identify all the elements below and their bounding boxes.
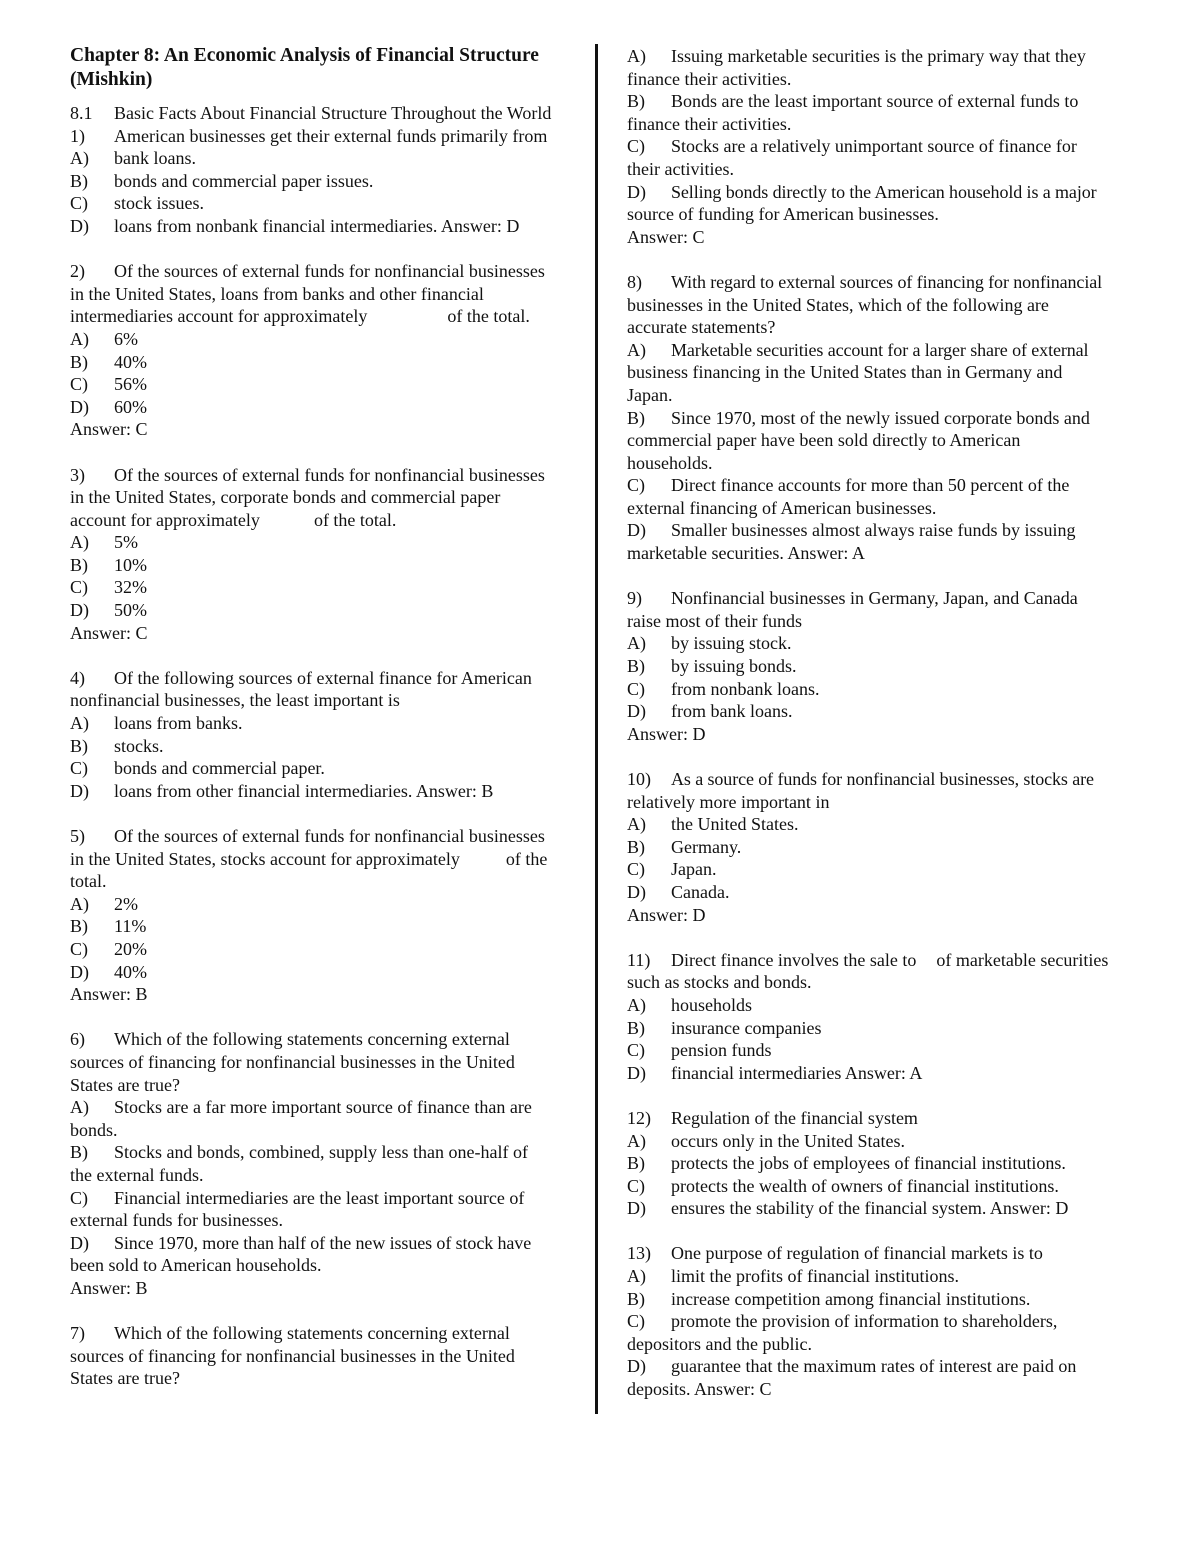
question-number: 1) bbox=[70, 125, 85, 146]
answer: Answer: C bbox=[70, 622, 148, 643]
question-stem: Of the sources of external funds for nonfinancial businesses bbox=[114, 826, 545, 846]
option-d: D) 50% bbox=[70, 600, 147, 621]
section-number: 8.1 bbox=[70, 103, 93, 123]
option-a: A) occurs only in the United States. bbox=[627, 1130, 905, 1151]
option-b: B) increase competition among financial institutions. bbox=[627, 1288, 1031, 1309]
question-number: 9) bbox=[627, 588, 642, 609]
question-5: 5) Of the sources of external funds for nonfinancial businesses in the United States, stocks account for approximately of the total. A) 2% B) 11% C) 20% D) 40% Answer: B bbox=[70, 825, 592, 1006]
option-b: B) 40% bbox=[70, 351, 147, 372]
question-9: 9) Nonfinancial businesses in Germany, Japan, and Canada raise most of their funds A) by issuing stock. B) by issuing bonds. C) from nonbank loans. D) from bank loans. Answer: D bbox=[627, 587, 1157, 745]
option-d: D) Smaller businesses almost always raise funds by issuing bbox=[627, 520, 1076, 541]
question-number: 7) bbox=[70, 1323, 85, 1344]
option-d: D) Since 1970, more than half of the new issues of stock have bbox=[70, 1232, 532, 1253]
question-number: 4) bbox=[70, 667, 85, 688]
question-number: 5) bbox=[70, 826, 85, 846]
question-11: 11) Direct finance involves the sale to of marketable securities such as stocks and bonds. A) households B) insurance companies C) pension funds D) financial intermediaries Answer: A bbox=[627, 949, 1157, 1085]
option-a: A) limit the profits of financial institutions. bbox=[627, 1266, 959, 1287]
option-c: C) from nonbank loans. bbox=[627, 678, 820, 699]
option-c: C) 20% bbox=[70, 938, 147, 959]
option-c: C) Direct finance accounts for more than 50 percent of the bbox=[627, 475, 1070, 496]
section-heading bbox=[70, 102, 592, 125]
option-d: D) loans from other financial intermediaries. Answer: B bbox=[70, 780, 494, 801]
question-number: 2) bbox=[70, 261, 85, 282]
question-stem: Which of the following statements concerning external bbox=[114, 1029, 510, 1050]
option-d: D) loans from nonbank financial intermediaries. Answer: D bbox=[70, 215, 520, 236]
option-a: A) 2% bbox=[70, 893, 138, 914]
question-number: 10) bbox=[627, 769, 651, 789]
option-a: A) loans from banks. bbox=[70, 713, 243, 734]
question-6: 6) Which of the following statements concerning external sources of financing for nonfinancial businesses in the United States are true? A) Stocks are a far more important source of finance than are bonds. B) Stocks and bonds, combined, supply less than one-half of the external funds. C) Financial intermediaries are the least important source of external funds for businesses. D) Since 1970, more than half of the new issues of stock have been sold to American households. Answer: B bbox=[70, 1028, 592, 1299]
option-b: B) insurance companies bbox=[627, 1017, 822, 1038]
option-d: D) Selling bonds directly to the American household is a major bbox=[627, 181, 1097, 202]
question-12 bbox=[627, 1107, 1157, 1220]
question-stem: Of the sources of external funds for nonfinancial businesses bbox=[114, 464, 545, 485]
option-d: D) guarantee that the maximum rates of interest are paid on bbox=[627, 1356, 1077, 1377]
option-a: A) Issuing marketable securities is the primary way that they bbox=[627, 46, 1086, 66]
option-a: A) 6% bbox=[70, 328, 138, 349]
option-b: B) protects the jobs of employees of financial institutions. bbox=[627, 1153, 1066, 1174]
option-a: A) bank loans. bbox=[70, 148, 196, 169]
option-a: A) by issuing stock. bbox=[627, 633, 792, 654]
question-10: 10) As a source of funds for nonfinancial businesses, stocks are relatively more important in A) the United States. B) Germany. C) Japan. D) Canada. Answer: D bbox=[627, 768, 1157, 926]
question-stem: Direct finance involves the sale to bbox=[671, 949, 917, 970]
chapter-title-line1: Chapter 8: An Economic Analysis of Financial Structure bbox=[70, 45, 539, 66]
option-d: D) financial intermediaries Answer: A bbox=[627, 1062, 923, 1083]
answer: Answer: B bbox=[70, 1277, 148, 1298]
question-number: 6) bbox=[70, 1029, 85, 1050]
option-c: C) 32% bbox=[70, 577, 147, 598]
question-4: 4) Of the following sources of external finance for American nonfinancial businesses, the least important is A) loans from banks. B) stocks. C) bonds and commercial paper. D) loans from other financial intermediaries. Answer: B bbox=[70, 667, 592, 803]
right-column bbox=[627, 45, 1157, 1423]
option-d: D) 60% bbox=[70, 396, 147, 417]
option-b: B) Germany. bbox=[627, 836, 742, 857]
left-column bbox=[70, 44, 592, 1412]
answer: Answer: C bbox=[70, 419, 148, 440]
option-c: C) protects the wealth of owners of financial institutions. bbox=[627, 1175, 1059, 1196]
option-a: A) 5% bbox=[70, 532, 138, 553]
option-b: B) Stocks and bonds, combined, supply less than one-half of bbox=[70, 1142, 528, 1163]
answer: Answer: C bbox=[627, 226, 705, 247]
question-2: 2) Of the sources of external funds for nonfinancial businesses in the United States, loans from banks and other financial intermediaries account for approximately of the total. A) 6% B) 40% C) 56% D) 60% Answer: C bbox=[70, 260, 592, 441]
answer: Answer: B bbox=[70, 984, 148, 1005]
option-c: C) Japan. bbox=[627, 859, 717, 880]
question-stem: Nonfinancial businesses in Germany, Japan, and Canada bbox=[671, 588, 1078, 609]
question-stem: Which of the following statements concerning external bbox=[114, 1323, 510, 1344]
question-13: 13) One purpose of regulation of financial markets is to A) limit the profits of financial institutions. B) increase competition among financial institutions. C) promote the provision of information to shareholders, depositors and the public. D) guarantee that the maximum rates of interest are paid on deposits. Answer: C bbox=[627, 1242, 1157, 1400]
question-stem: One purpose of regulation of financial markets is to bbox=[671, 1243, 1043, 1264]
answer: Answer: D bbox=[627, 904, 706, 925]
section-title: Basic Facts About Financial Structure Throughout the World bbox=[114, 103, 552, 123]
answer: Answer: D bbox=[627, 723, 706, 744]
question-7-options: A) Issuing marketable securities is the primary way that they finance their activities. B) Bonds are the least important source of external funds to finance their activities. C) Stocks are a relatively unimportant source of finance for their activities. D) Selling bonds directly to the American household is a major source of funding for American businesses. Answer: C bbox=[627, 45, 1157, 248]
chapter-title-line2: (Mishkin) bbox=[70, 69, 153, 90]
option-c: C) Financial intermediaries are the least important source of bbox=[70, 1187, 525, 1208]
option-c: C) 56% bbox=[70, 374, 147, 395]
option-d: D) Canada. bbox=[627, 881, 730, 902]
question-number: 11) bbox=[627, 949, 651, 970]
option-c: C) promote the provision of information to shareholders, bbox=[627, 1311, 1058, 1332]
question-number: 3) bbox=[70, 464, 85, 485]
option-b: B) stocks. bbox=[70, 735, 164, 756]
option-a: A) Stocks are a far more important source of finance than are bbox=[70, 1097, 532, 1118]
question-stem: American businesses get their external funds primarily from bbox=[114, 125, 548, 146]
question-stem: Of the sources of external funds for nonfinancial businesses bbox=[114, 261, 545, 282]
option-b: B) Since 1970, most of the newly issued corporate bonds and bbox=[627, 407, 1090, 428]
question-stem: Of the following sources of external finance for American bbox=[114, 667, 532, 688]
option-b: B) 10% bbox=[70, 554, 147, 575]
question-stem: With regard to external sources of financing for nonfinancial bbox=[671, 271, 1103, 292]
question-stem: As a source of funds for nonfinancial businesses, stocks are bbox=[671, 769, 1094, 789]
option-a: A) the United States. bbox=[627, 814, 799, 835]
option-c: C) Stocks are a relatively unimportant source of finance for bbox=[627, 136, 1077, 157]
option-b: B) by issuing bonds. bbox=[627, 656, 797, 677]
option-a: A) households bbox=[627, 994, 752, 1015]
column-divider bbox=[595, 44, 598, 1414]
question-3: 3) Of the sources of external funds for nonfinancial businesses in the United States, corporate bonds and commercial paper account for approximately of the total. A) 5% B) 10% C) 32% D) 50% Answer: C bbox=[70, 464, 592, 645]
question-number: 13) bbox=[627, 1243, 651, 1264]
option-c: C) pension funds bbox=[627, 1040, 772, 1061]
option-a: A) Marketable securities account for a larger share of external bbox=[627, 339, 1089, 360]
option-c: C) stock issues. bbox=[70, 193, 204, 214]
option-b: B) Bonds are the least important source of external funds to bbox=[627, 91, 1079, 112]
question-1 bbox=[70, 125, 592, 238]
option-b: B) bonds and commercial paper issues. bbox=[70, 170, 374, 191]
option-d: D) ensures the stability of the financial system. Answer: D bbox=[627, 1198, 1069, 1219]
question-number: 8) bbox=[627, 271, 642, 292]
question-number: 12) bbox=[627, 1107, 651, 1128]
question-7-stem: 7) Which of the following statements concerning external sources of financing for nonfinancial businesses in the United States are true? bbox=[70, 1323, 515, 1389]
question-8: 8) With regard to external sources of financing for nonfinancial businesses in the United States, which of the following are accurate statements? A) Marketable securities account for a larger share of external business financing in the United States than in Germany and Japan. B) Since 1970, most of the newly issued corporate bonds and commercial paper have been sold directly to American households. C) Direct finance accounts for more than 50 percent of the external financing of American businesses. D) Smaller businesses almost always raise funds by issuing marketable securities. Answer: A bbox=[627, 271, 1157, 565]
question-stem: Regulation of the financial system bbox=[671, 1107, 918, 1128]
option-d: D) 40% bbox=[70, 961, 147, 982]
option-c: C) bonds and commercial paper. bbox=[70, 758, 325, 779]
option-d: D) from bank loans. bbox=[627, 701, 793, 722]
option-b: B) 11% bbox=[70, 916, 147, 937]
